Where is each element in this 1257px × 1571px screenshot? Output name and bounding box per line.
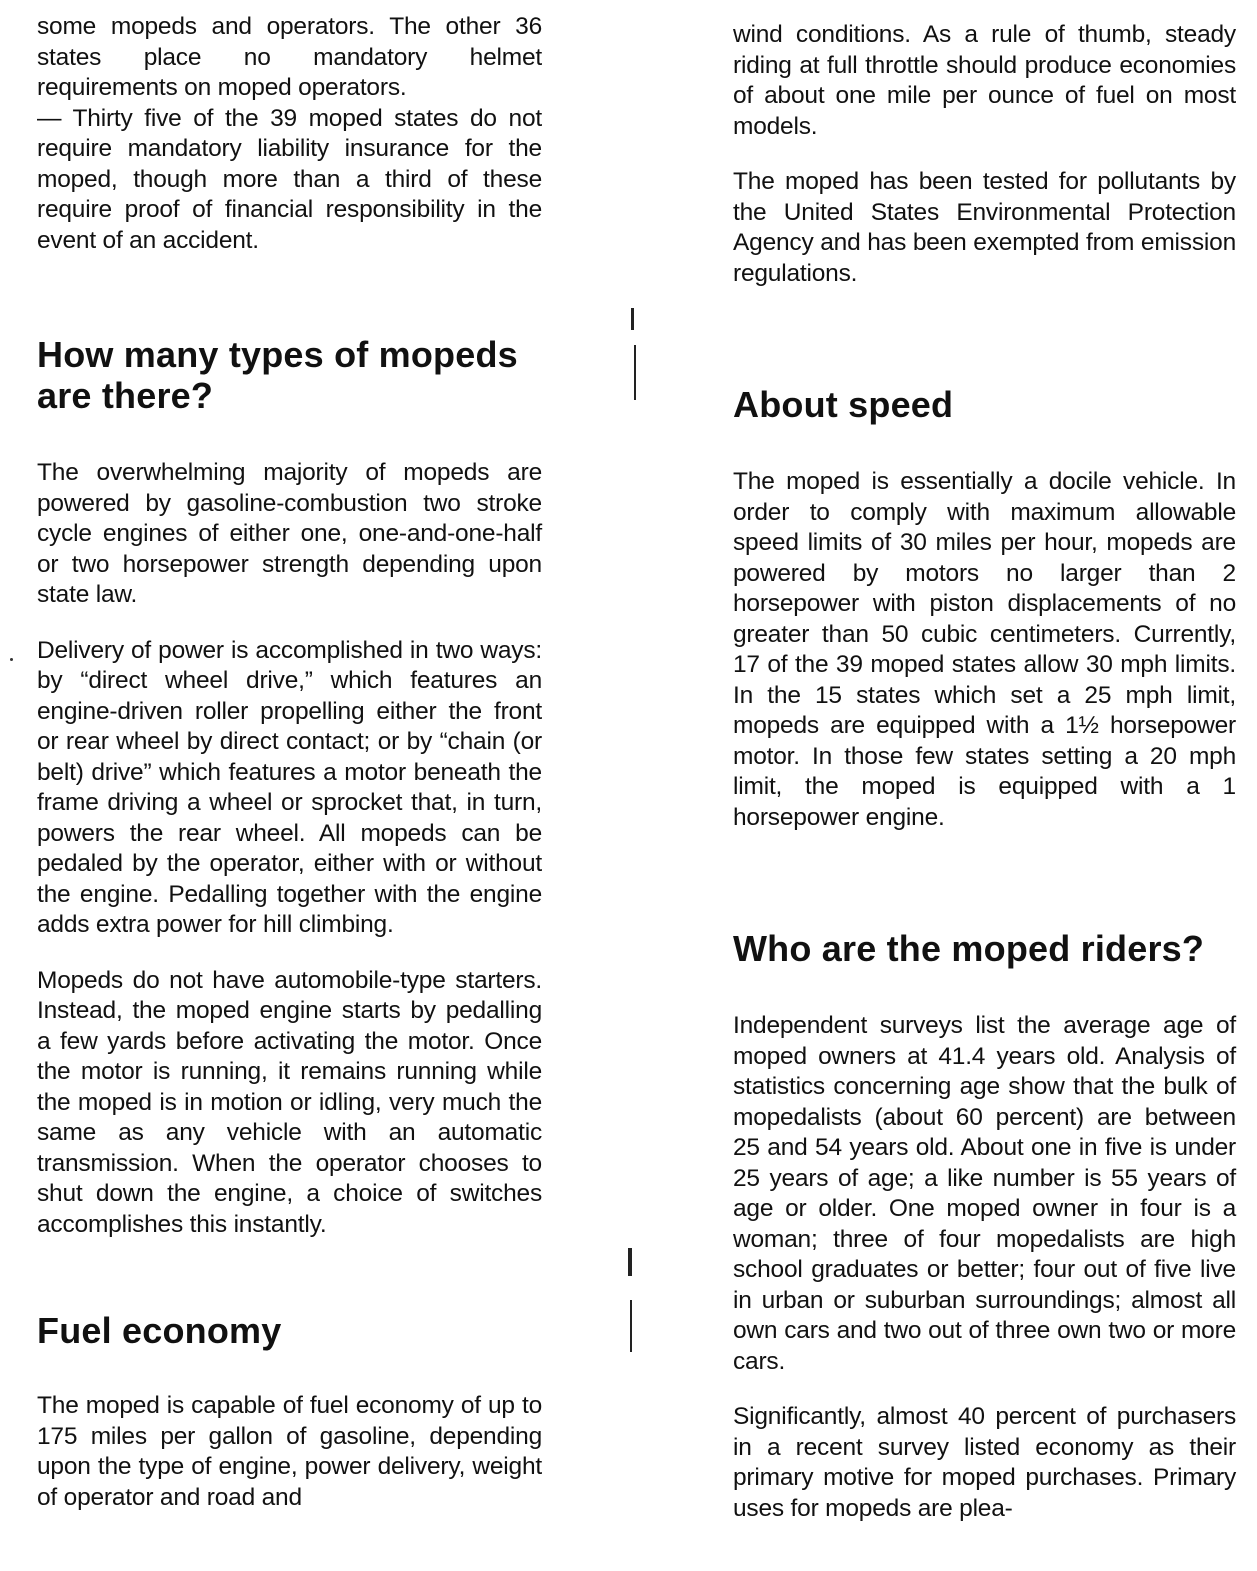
- paragraph-wind-conditions: wind conditions. As a rule of thumb, steady riding at full throttle should produce economies of about one mile per ounce of fuel on most models.: [733, 21, 1236, 140]
- paragraph-liability-insurance: — Thirty five of the 39 moped states do not require mandatory liability insurance for the moped, though more than a third of these require proof of financial responsibility in the event of an accident.: [37, 104, 542, 254]
- heading-fuel-economy: Fuel economy: [37, 1310, 282, 1351]
- heading-about-speed: About speed: [733, 384, 954, 425]
- paragraph-starters: Mopeds do not have automobile-type starters. Instead, the moped engine starts by pedalling a few yards before activating the motor. Once the motor is running, it remains running while the moped is in motion or idling, very much the same as any vehicle with an automatic transmission. When the operator chooses to shut down the engine, a choice of switches accomplishes this instantly.: [37, 966, 542, 1238]
- heading-moped-riders: Who are the moped riders?: [733, 928, 1205, 969]
- paragraph-purchase-motives: Significantly, almost 40 percent of purchasers in a recent survey listed economy as their primary motive for moped purchases. Primary uses for mopeds are plea-: [733, 1403, 1236, 1522]
- paragraph-speed: The moped is essentially a docile vehicle. In order to comply with maximum allowable speed limits of 30 miles per hour, mopeds are powered by motors no larger than 2 horsepower with piston displacements of no greater than 50 cubic centimeters. Currently, 17 of the 39 moped states allow 30 mph limits. In the 15 states which set a 25 mph limit, mopeds are equipped with a 1½ horsepower motor. In those few states setting a 20 mph limit, the moped is equipped with a 1 horsepower engine.: [733, 468, 1236, 831]
- paragraph-engine-types: The overwhelming majority of mopeds are powered by gasoline-combustion two stroke cycle engines of either one, one-and-one-half or two horsepower strength depending upon state law.: [37, 459, 542, 608]
- paragraph-helmet-continued: some mopeds and operators. The other 36 states place no mandatory helmet requirements on moped operators.: [37, 13, 542, 101]
- paragraph-emissions: The moped has been tested for pollutants by the United States Environmental Protection Agency and has been exempted from emission regulations.: [733, 168, 1236, 287]
- right-column: [733, 0, 1236, 1524]
- paragraph-fuel-economy: The moped is capable of fuel economy of up to 175 miles per gallon of gasoline, depending upon the type of engine, power delivery, weight of operator and road and: [37, 1392, 542, 1511]
- left-column: [37, 0, 542, 1513]
- paragraph-power-delivery: Delivery of power is accomplished in two ways: by “direct wheel drive,” which features an engine-driven roller propelling either the front or rear wheel by direct contact; or by “chain (or belt) drive” which features a motor beneath the frame driving a wheel or sprocket that, in turn, powers the rear wheel. All mopeds can be pedaled by the operator, either with or without the engine. Pedalling together with the engine adds extra power for hill climbing.: [37, 636, 542, 938]
- gutter-binding-mark-top: [631, 308, 634, 330]
- gutter-binding-mark-top-line: [634, 345, 636, 400]
- gutter-binding-mark-bottom-line: [630, 1300, 632, 1352]
- heading-types-of-mopeds: How many types of mopeds are there?: [37, 334, 518, 416]
- paragraph-rider-demographics: Independent surveys list the average age of moped owners at 41.4 years old. Analysis of statistics concerning age show that the bulk of mopedalists (about 60 percent) are between 25 and 54 years old. About one in five is under 25 years of age; a like number is 55 years of age or older. One moped owner in four is a woman; three of four mopedalists are high school graduates or better; four out of five live in urban or suburban surroundings; almost all own cars and two out of three own two or more cars.: [733, 1012, 1236, 1375]
- scan-speck: [10, 658, 13, 661]
- gutter-binding-mark-bottom: [628, 1248, 632, 1276]
